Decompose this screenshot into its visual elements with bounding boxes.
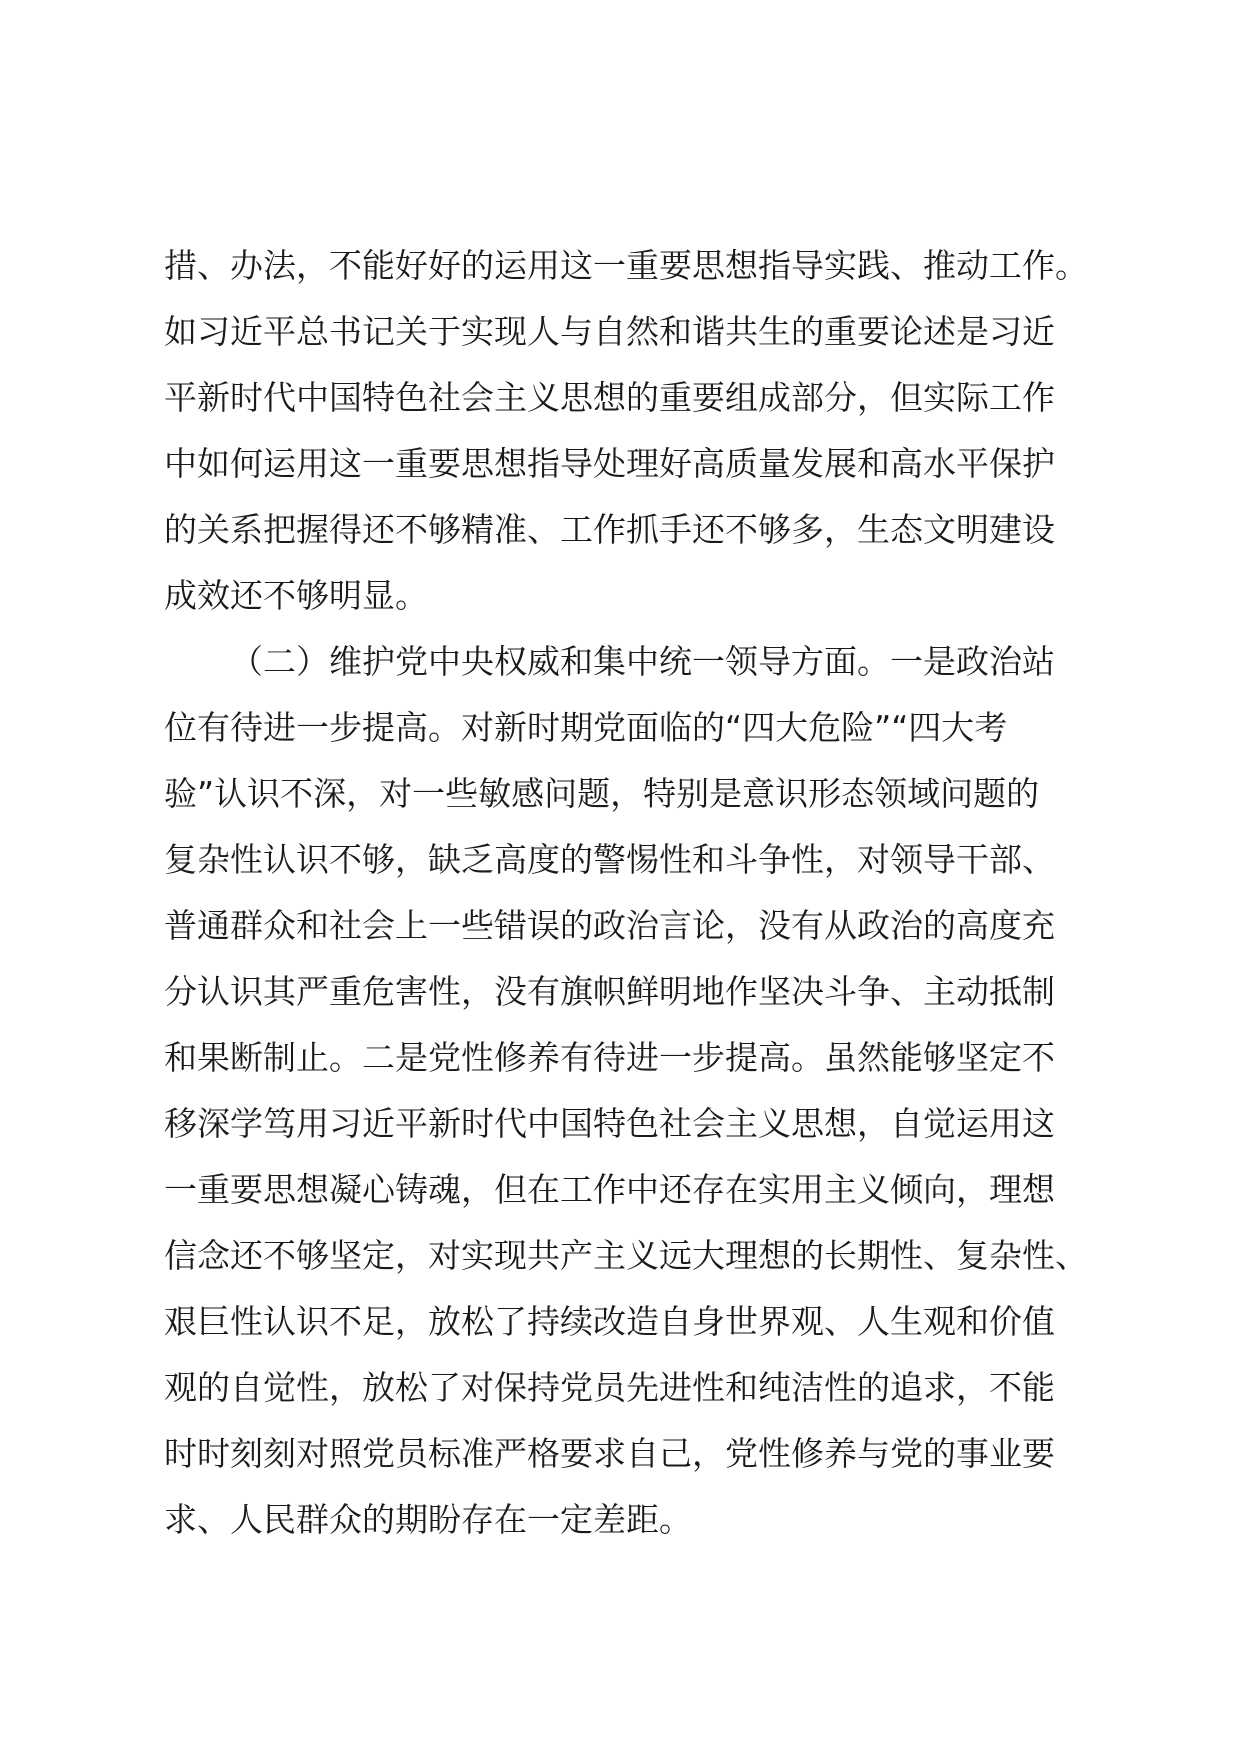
text-line-5: 的关系把握得还不够精准、工作抓手还不够多，生态文明建设 [164, 510, 1055, 549]
text-line-9: 验”认识不深，对一些敏感问题，特别是意识形态领域问题的 [164, 774, 1040, 813]
section-heading-line: （二）维护党中央权威和集中统一领导方面。一是政治站 [230, 642, 1055, 681]
text-line-10: 复杂性认识不够，缺乏高度的警惕性和斗争性，对领导干部、 [164, 840, 1055, 879]
text-line-1: 措、办法，不能好好的运用这一重要思想指导实践、推动工作。 [164, 246, 1088, 285]
text-line-2: 如习近平总书记关于实现人与自然和谐共生的重要论述是习近 [164, 312, 1055, 351]
text-line-3: 平新时代中国特色社会主义思想的重要组成部分，但实际工作 [164, 378, 1055, 417]
text-line-16: 信念还不够坚定，对实现共产主义远大理想的长期性、复杂性、 [164, 1236, 1088, 1275]
text-line-6: 成效还不够明显。 [164, 576, 428, 615]
text-line-20: 求、人民群众的期盼存在一定差距。 [164, 1500, 692, 1539]
text-line-11: 普通群众和社会上一些错误的政治言论，没有从政治的高度充 [164, 906, 1055, 945]
body-text [164, 233, 1104, 1553]
text-line-13: 和果断制止。二是党性修养有待进一步提高。虽然能够坚定不 [164, 1038, 1055, 1077]
text-line-19: 时时刻刻对照党员标准严格要求自己，党性修养与党的事业要 [164, 1434, 1055, 1473]
text-line-12: 分认识其严重危害性，没有旗帜鲜明地作坚决斗争、主动抵制 [164, 972, 1055, 1011]
text-line-4: 中如何运用这一重要思想指导处理好高质量发展和高水平保护 [164, 444, 1055, 483]
text-line-18: 观的自觉性，放松了对保持党员先进性和纯洁性的追求，不能 [164, 1368, 1055, 1407]
text-line-8: 位有待进一步提高。对新时期党面临的“四大危险”“四大考 [164, 708, 1008, 747]
text-line-15: 一重要思想凝心铸魂，但在工作中还存在实用主义倾向，理想 [164, 1170, 1055, 1209]
text-line-14: 移深学笃用习近平新时代中国特色社会主义思想，自觉运用这 [164, 1104, 1055, 1143]
text-line-17: 艰巨性认识不足，放松了持续改造自身世界观、人生观和价值 [164, 1302, 1055, 1341]
